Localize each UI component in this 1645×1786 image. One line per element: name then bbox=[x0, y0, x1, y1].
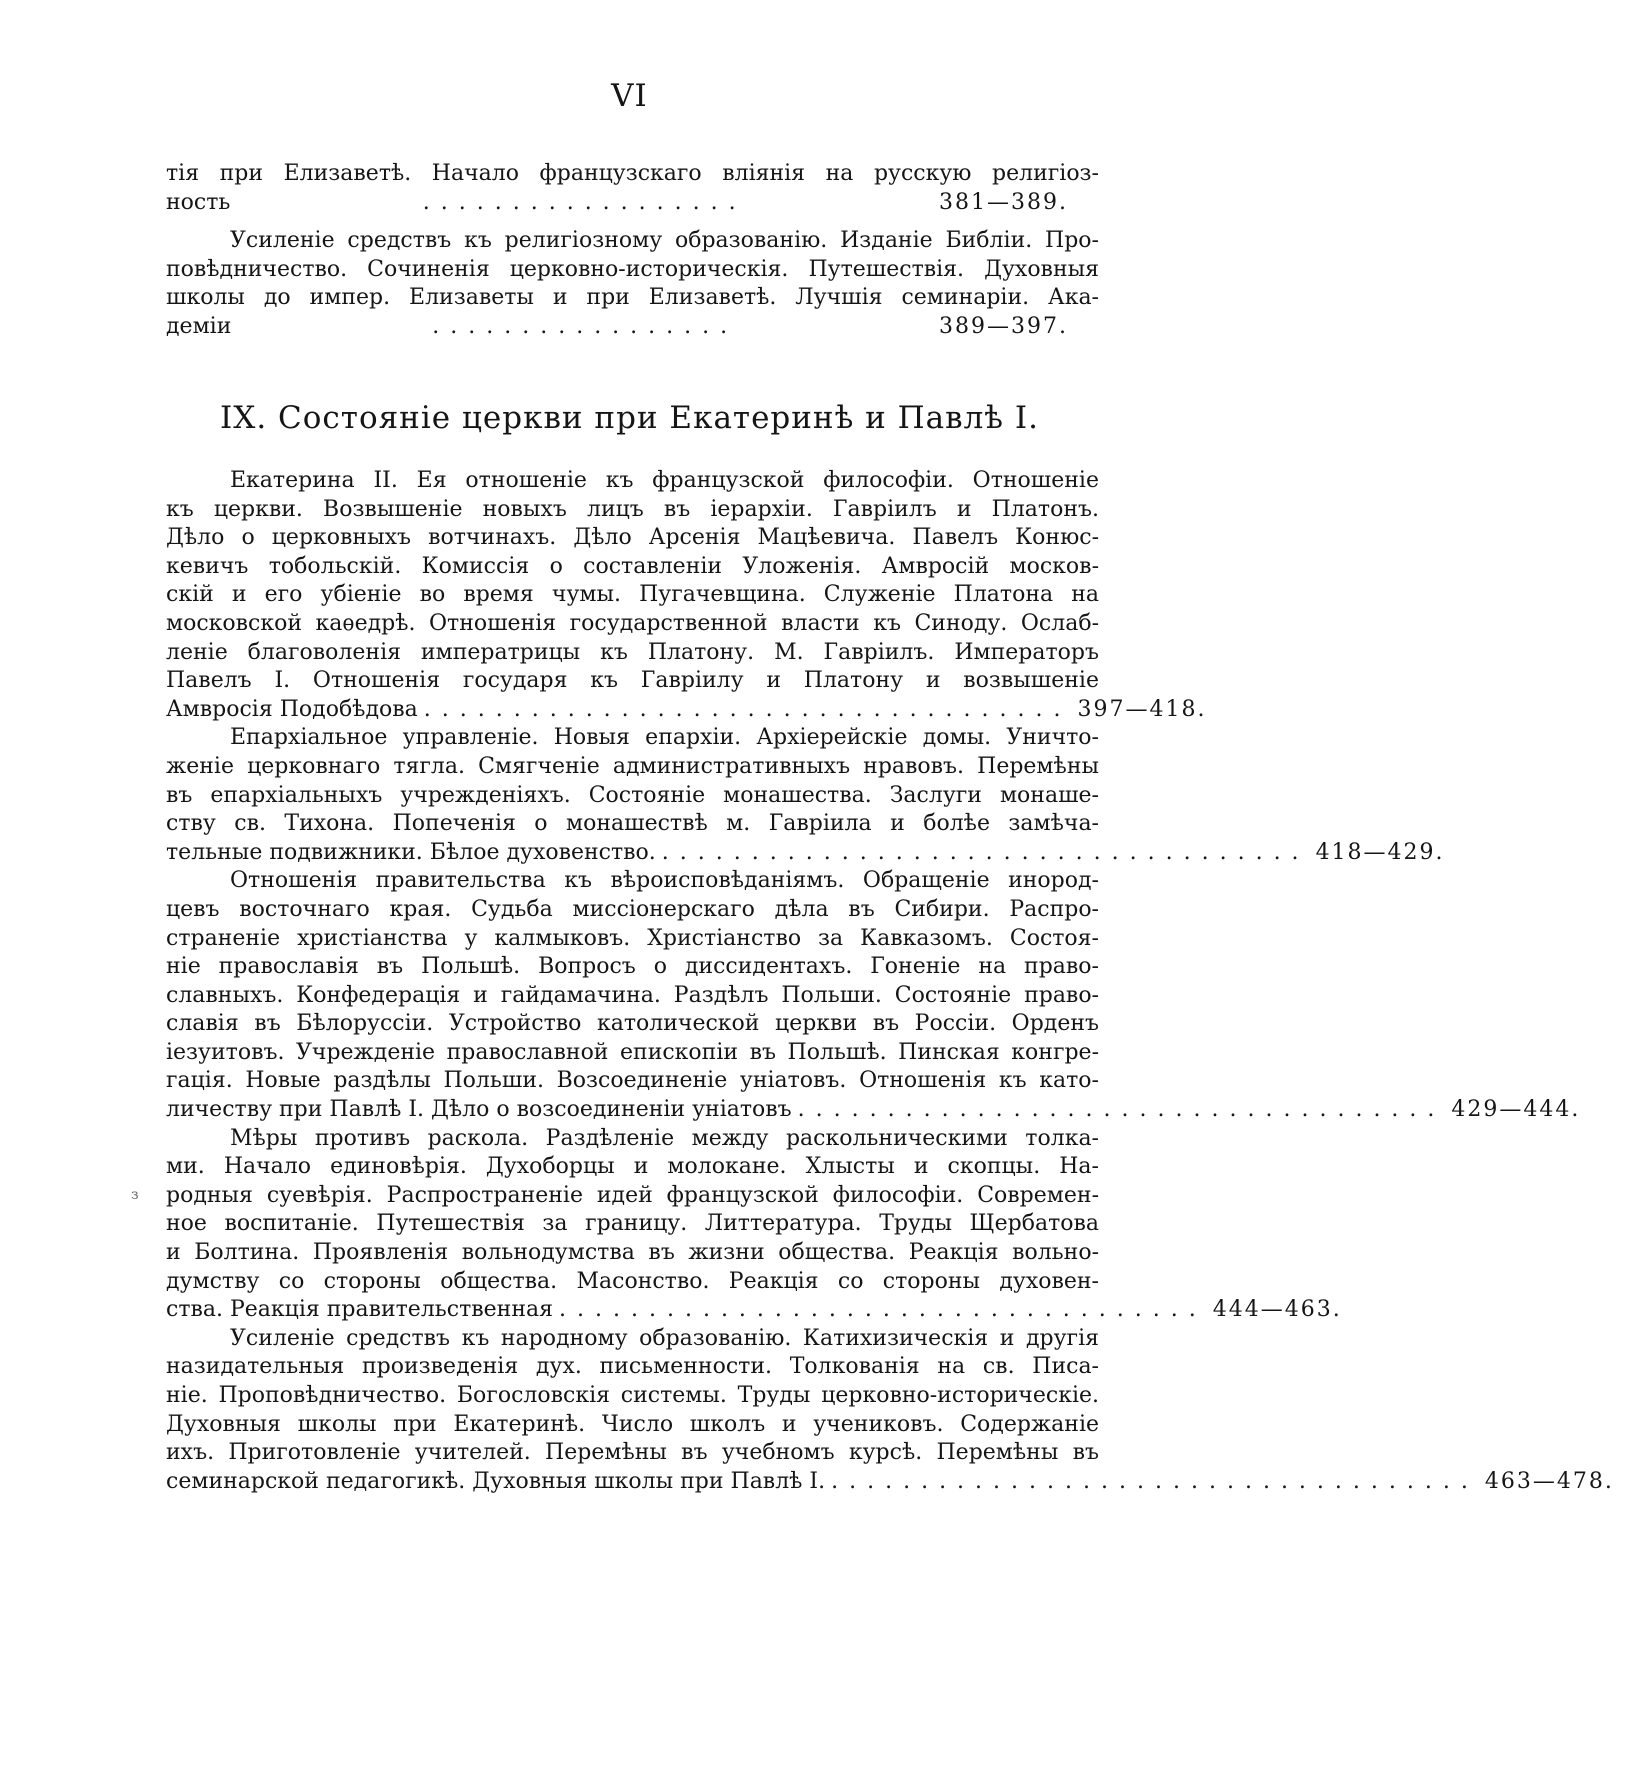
text-line: и Болтина. Проявленія вольнодумства въ жизни общества. Реакція вольно- bbox=[166, 1240, 1099, 1266]
entry-text: тельные подвижники. Бѣлое духовенство. bbox=[166, 839, 656, 865]
text-line: Павелъ I. Отношенія государя къ Гавріилу и Платону и возвышеніе bbox=[166, 668, 1099, 694]
text-line: Епархіальное управленіе. Новыя епархіи. Архіерейскіе домы. Уничто- bbox=[230, 725, 1099, 751]
chapter-body bbox=[166, 467, 1614, 1496]
text-line: ніе. Проповѣдничество. Богословскія системы. Труды церковно-историческіе. bbox=[166, 1383, 1099, 1408]
text-line: московской каѳедрѣ. Отношенія государственной власти къ Синоду. Ослаб- bbox=[166, 610, 1099, 636]
entry-text: ства. Реакція правительственная bbox=[166, 1297, 553, 1323]
text-line: школы до импер. Елизаветы и при Елизаветѣ. Лучшія семинаріи. Ака- bbox=[166, 285, 1099, 311]
entry-text: личеству при Павлѣ I. Дѣло о возсоединеніи уніатовъ bbox=[166, 1097, 792, 1123]
toc-entry bbox=[166, 189, 1099, 218]
text-line: скій и его убіеніе во время чумы. Пугачевщина. Служеніе Платона на bbox=[166, 582, 1099, 608]
toc-entry bbox=[166, 1468, 1614, 1497]
leader-dots: ................. bbox=[432, 313, 739, 339]
page-range: 381—389. bbox=[939, 189, 1068, 215]
text-line: къ церкви. Возвышеніе новыхъ лицъ въ іерархіи. Гавріилъ и Платонъ. bbox=[166, 496, 1099, 522]
text-line: женіе церковнаго тягла. Смягченіе административныхъ нравовъ. Перемѣны bbox=[166, 753, 1099, 779]
leader-dots: .................................... bbox=[559, 1297, 1207, 1323]
leader-dots: .................................... bbox=[423, 696, 1072, 722]
toc-entry bbox=[166, 313, 1099, 342]
page-range: 429—444. bbox=[1451, 1097, 1581, 1123]
text-line: тія при Елизаветѣ. Начало французскаго вліянія на русскую религіоз- bbox=[166, 161, 1099, 186]
toc-paragraph bbox=[166, 1125, 1342, 1325]
text-line: Усиленіе средствъ къ религіозному образованію. Изданіе Библіи. Про- bbox=[230, 228, 1099, 254]
text-line: Отношенія правительства къ вѣроисповѣданіямъ. Обращеніе инород- bbox=[230, 868, 1099, 894]
leader-dots: .................................... bbox=[797, 1097, 1446, 1123]
page-number: VI bbox=[611, 78, 648, 114]
text-line: въ епархіальныхъ учрежденіяхъ. Состояніе монашества. Заслуги монаше- bbox=[166, 782, 1099, 808]
leader-dots: .................................... bbox=[661, 839, 1310, 865]
leader-dots: .................. bbox=[422, 189, 747, 215]
text-line: ихъ. Приготовленіе учителей. Перемѣны въ учебномъ курсѣ. Перемѣны въ bbox=[166, 1440, 1099, 1466]
entry-text: Амвросія Подобѣдова bbox=[166, 696, 418, 722]
text-line: Дѣло о церковныхъ вотчинахъ. Дѣло Арсенія Мацѣевича. Павелъ Конюс- bbox=[166, 525, 1099, 551]
toc-entry bbox=[166, 696, 1207, 725]
leader-dots: .................................... bbox=[831, 1468, 1479, 1494]
text-line: славія въ Бѣлоруссіи. Устройство католической церкви въ Россіи. Орденъ bbox=[166, 1011, 1099, 1037]
text-line: Усиленіе средствъ къ народному образованію. Катихизическія и другія bbox=[230, 1325, 1099, 1351]
section-continuation bbox=[166, 160, 1099, 342]
text-line: ніе православія въ Польшѣ. Вопросъ о диссидентахъ. Гоненіе на право- bbox=[166, 954, 1099, 980]
entry-text: семинарской педагогикѣ. Духовныя школы при Павлѣ I. bbox=[166, 1468, 826, 1494]
toc-paragraph bbox=[166, 467, 1207, 724]
page-range: 397—418. bbox=[1077, 696, 1207, 722]
text-line: славныхъ. Конфедерація и гайдамачина. Раздѣлъ Польши. Состояніе право- bbox=[166, 982, 1099, 1008]
toc-paragraph bbox=[166, 867, 1581, 1124]
page-range: 418—429. bbox=[1315, 839, 1445, 865]
text-line: кевичъ тобольскій. Комиссія о составленіи Уложенія. Амвросій москов- bbox=[166, 553, 1099, 579]
text-line: іезуитовъ. Учрежденіе православной епископіи въ Польшѣ. Пинская конгре- bbox=[166, 1039, 1099, 1065]
text-line: ству св. Тихона. Попеченія о монашествѣ м. Гавріила и болѣе замѣча- bbox=[166, 811, 1099, 837]
entry-text: деміи bbox=[166, 313, 232, 339]
text-line: повѣдничество. Сочиненія церковно-историческія. Путешествія. Духовныя bbox=[166, 256, 1099, 282]
text-line: Духовныя школы при Екатеринѣ. Число школъ и учениковъ. Содержаніе bbox=[166, 1411, 1099, 1437]
text-line: родныя суевѣрія. Распространеніе идей французской философіи. Современ- bbox=[166, 1182, 1099, 1208]
page-range: 444—463. bbox=[1212, 1297, 1342, 1323]
text-line: гація. Новые раздѣлы Польши. Возсоединеніе уніатовъ. Отношенія къ като- bbox=[166, 1068, 1099, 1094]
margin-mark: з bbox=[131, 1187, 139, 1203]
text-line: думству со стороны общества. Масонство. Реакція со стороны духовен- bbox=[166, 1268, 1099, 1294]
text-line: леніе благоволенія императрицы къ Платону. М. Гавріилъ. Императоръ bbox=[166, 639, 1099, 665]
chapter-heading: IX. Состояніе церкви при Екатеринѣ и Павлѣ I. bbox=[220, 400, 1039, 436]
page-range: 389—397. bbox=[939, 313, 1068, 339]
toc-entry bbox=[166, 839, 1445, 868]
text-line: назидательныя произведенія дух. письменности. Толкованія на св. Писа- bbox=[166, 1354, 1099, 1380]
text-line: ное воспитаніе. Путешествія за границу. Литтература. Труды Щербатова bbox=[166, 1211, 1099, 1237]
text-line: страненіе христіанства у калмыковъ. Христіанство за Кавказомъ. Состоя- bbox=[166, 925, 1099, 951]
text-line: Мѣры противъ раскола. Раздѣленіе между раскольническими толка- bbox=[230, 1125, 1099, 1151]
entry-text: ность bbox=[166, 189, 231, 215]
text-line: цевъ восточнаго края. Судьба миссіонерскаго дѣла въ Сибири. Распро- bbox=[166, 896, 1099, 922]
page-range: 463—478. bbox=[1484, 1468, 1614, 1494]
toc-paragraph bbox=[166, 1325, 1614, 1497]
text-line: Екатерина II. Ея отношеніе къ французской философіи. Отношеніе bbox=[230, 468, 1099, 493]
toc-entry bbox=[166, 1296, 1342, 1325]
toc-paragraph bbox=[166, 724, 1445, 867]
toc-entry bbox=[166, 1096, 1581, 1125]
text-line: ми. Начало единовѣрія. Духоборцы и молокане. Хлысты и скопцы. На- bbox=[166, 1154, 1099, 1180]
